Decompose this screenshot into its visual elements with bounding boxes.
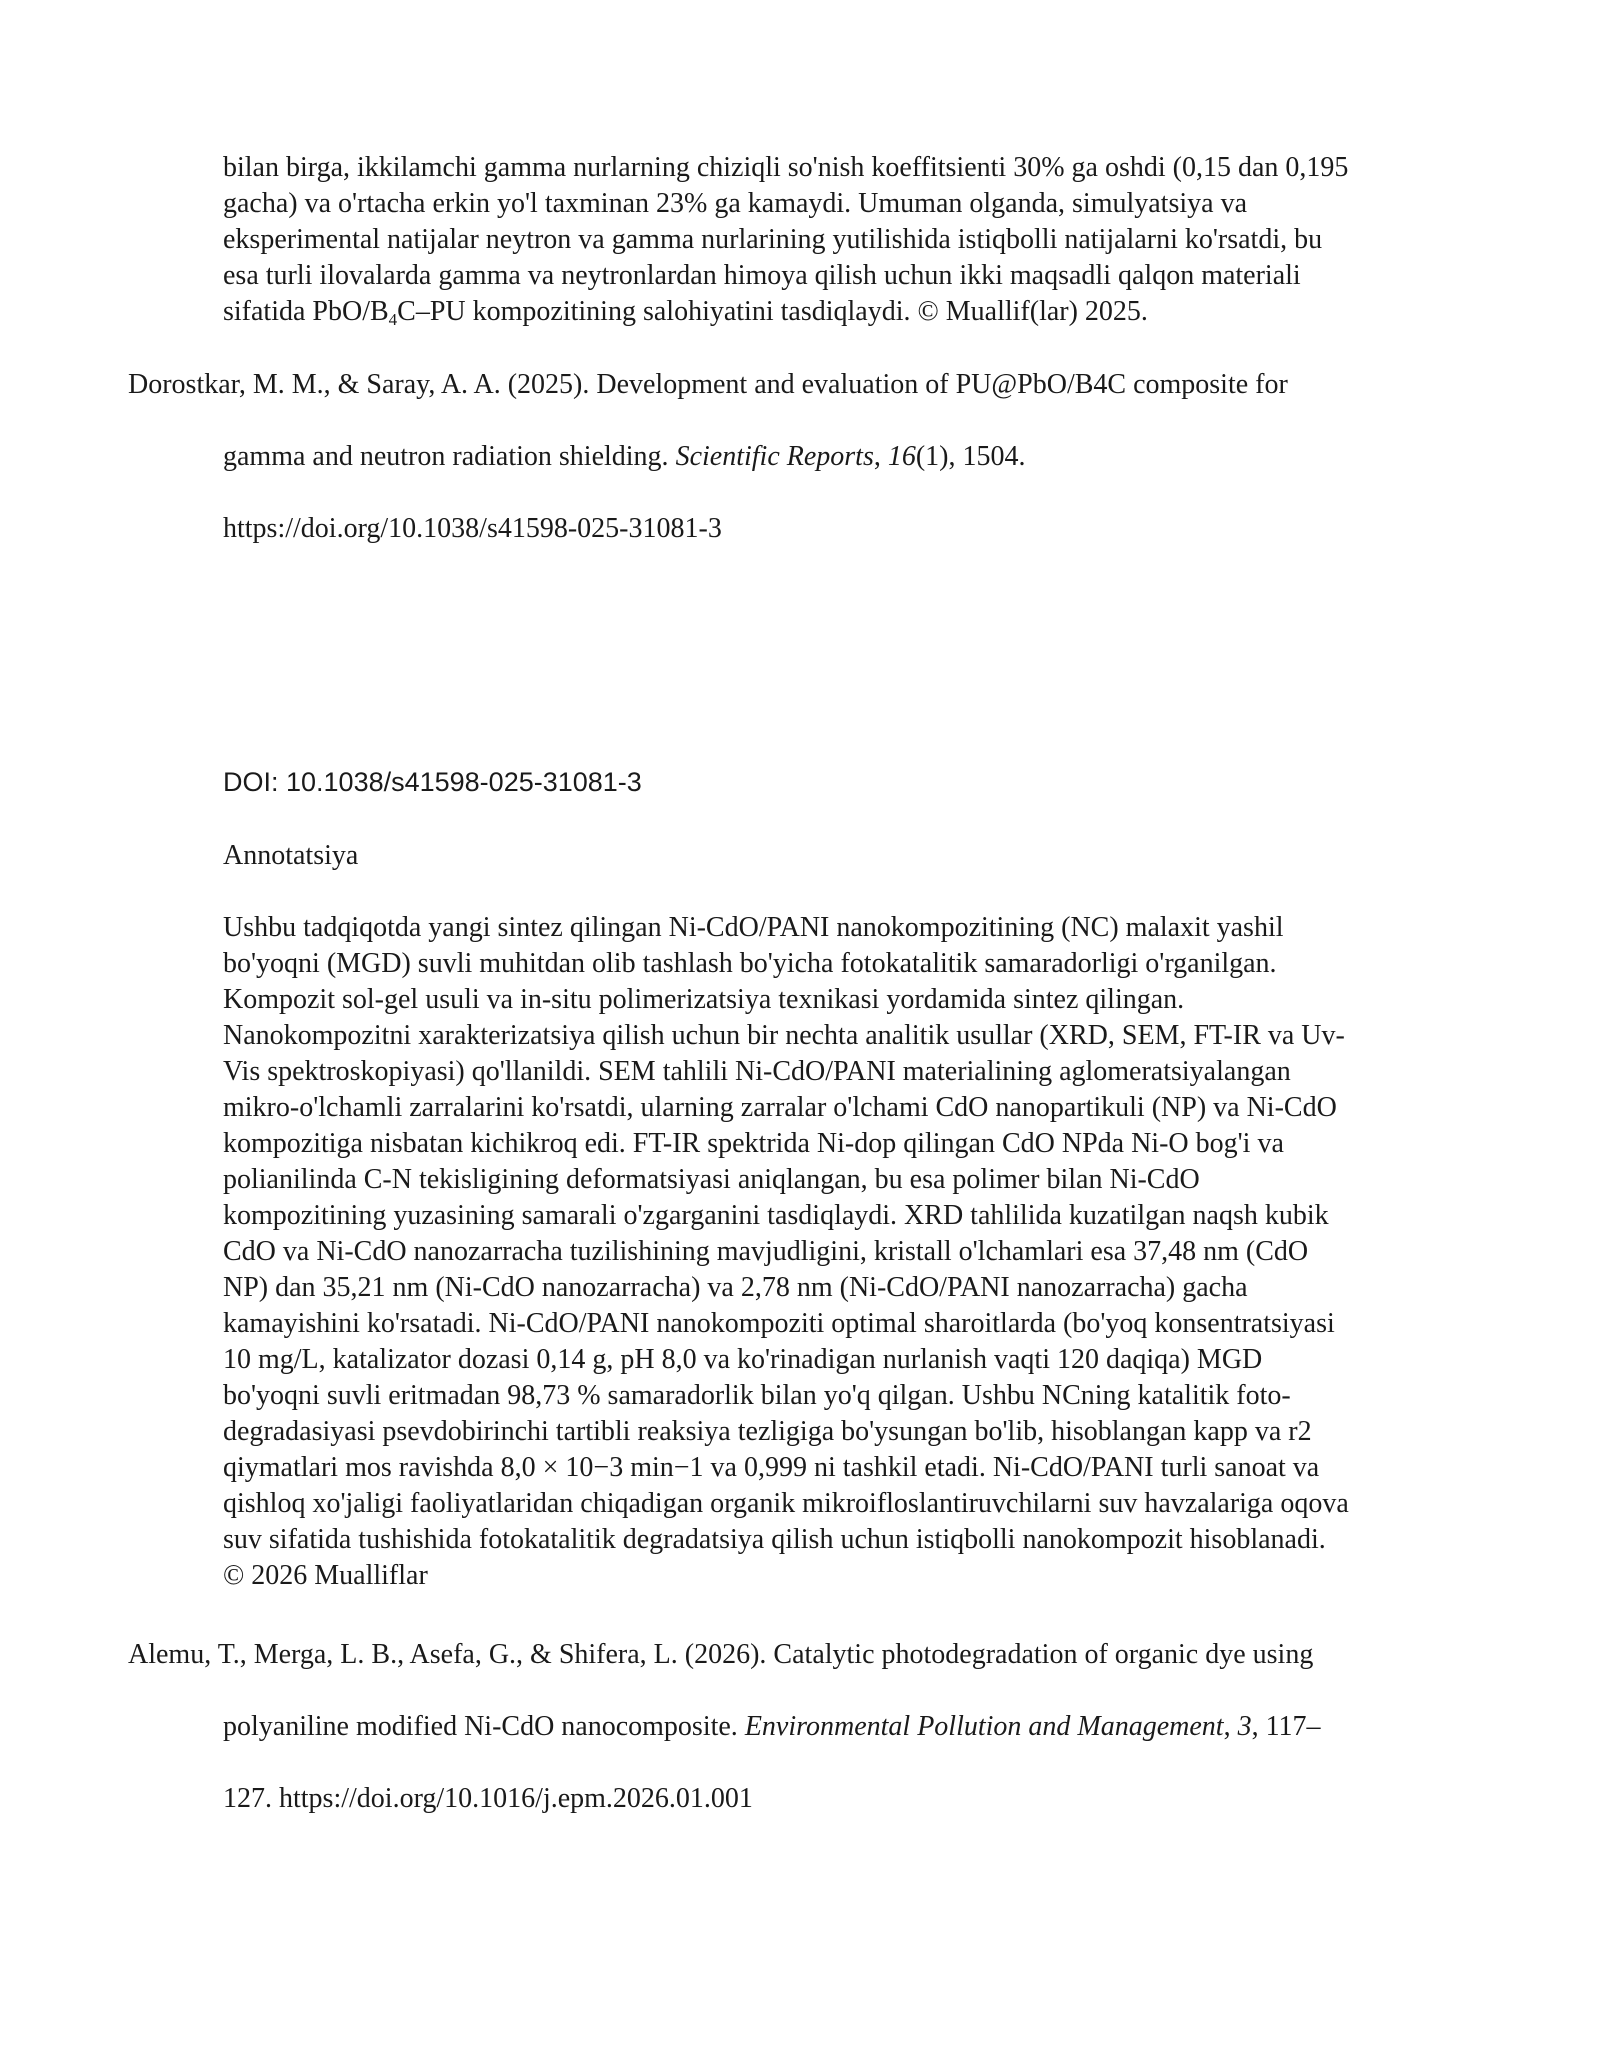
annotation-heading: Annotatsiya: [223, 840, 359, 871]
abstract-body: [223, 910, 1483, 1594]
abstract-line: qishloq xo'jaligi faoliyatlaridan chiqadigan organik mikroifloslantiruvchilarni suv havzalariga oqova: [223, 1488, 1349, 1519]
abstract-line: bo'yoqni (MGD) suvli muhitdan olib tashlash bo'yicha fotokatalitik samaradorligi o'rganilgan.: [223, 948, 1277, 979]
abstract-line: CdO va Ni-CdO nanozarracha tuzilishining mavjudligini, kristall o'lchamlari esa 37,48 nm (CdO: [223, 1236, 1309, 1267]
abstract-line: eksperimental natijalar neytron va gamma nurlarining yutilishida istiqbolli natijalarni ko'rsatdi, bu: [223, 224, 1323, 255]
abstract-line: 10 mg/L, katalizator dozasi 0,14 g, pH 8,0 va ko'rinadigan nurlanish vaqti 120 daqiqa) MGD: [223, 1344, 1263, 1375]
abstract-line: NP) dan 35,21 nm (Ni-CdO nanozarracha) va 2,78 nm (Ni-CdO/PANI nanozarracha) gacha: [223, 1272, 1248, 1303]
copyright-line: © 2026 Mualliflar: [223, 1560, 428, 1591]
doi-label: DOI: 10.1038/s41598-025-31081-3: [223, 767, 642, 797]
abstract-line: kompozitiga nisbatan kichikroq edi. FT-IR spektrida Ni-dop qilingan CdO NPda Ni-O bog'i va: [223, 1128, 1284, 1159]
abstract-line: kompozitining yuzasining samarali o'zgarganini tasdiqlaydi. XRD tahlilida kuzatilgan naqsh kubik: [223, 1200, 1329, 1231]
abstract-line: bilan birga, ikkilamchi gamma nurlarning chiziqli so'nish koeffitsienti 30% ga oshdi (0,15 dan 0,195: [223, 152, 1349, 183]
abstract-line: Vis spektroskopiyasi) qo'llanildi. SEM tahlili Ni-CdO/PANI materialining aglomeratsiyalangan: [223, 1056, 1291, 1087]
abstract-line: Kompozit sol-gel usuli va in-situ polimerizatsiya texnikasi yordamida sintez qilingan.: [223, 984, 1185, 1015]
reference-doi-link[interactable]: https://doi.org/10.1038/s41598-025-31081-3: [223, 513, 722, 544]
abstract-line: suv sifatida tushishida fotokatalitik degradatsiya qilish uchun istiqbolli nanokompozit hisoblanadi.: [223, 1524, 1326, 1555]
journal-name: Scientific Reports: [675, 441, 874, 472]
reference-title-line: polyaniline modified Ni-CdO nanocomposite. Environmental Pollution and Management, 3, 117–: [223, 1711, 1321, 1742]
reference-doi-link[interactable]: 127. https://doi.org/10.1016/j.epm.2026.01.001: [223, 1783, 753, 1814]
abstract-line-last: sifatida PbO/$B_4C-PU$ kompozitining salohiyatini tasdiqlaydi. © Muallif(lar) 2025.: [223, 296, 1148, 329]
reference-authors: Dorostkar, M. M., & Saray, A. A. (2025). Development and evaluation of PU@PbO/B4C composite for: [128, 369, 1288, 400]
abstract-line: kamayishini ko'rsatadi. Ni-CdO/PANI nanokompoziti optimal sharoitlarda (bo'yoq konsentratsiyasi: [223, 1308, 1335, 1339]
abstract-line: polianilinda C-N tekisligining deformatsiyasi aniqlangan, bu esa polimer bilan Ni-CdO: [223, 1164, 1200, 1195]
abstract-line: bo'yoqni suvli eritmadan 98,73 % samaradorlik bilan yo'q qilgan. Ushbu NCning katalitik foto-: [223, 1380, 1291, 1411]
journal-name: Environmental Pollution and Management: [744, 1711, 1224, 1742]
abstract-line: Nanokompozitni xarakterizatsiya qilish uchun bir nechta analitik usullar (XRD, SEM, FT-IR va Uv-: [223, 1020, 1345, 1051]
abstract-line: esa turli ilovalarda gamma va neytronlardan himoya qilish uchun ikki maqsadli qalqon materiali: [223, 260, 1301, 291]
subscript-4: 4: [388, 310, 398, 329]
reference-title-line: gamma and neutron radiation shielding. Scientific Reports, 16(1), 1504.: [223, 441, 1026, 472]
abstract-line: gacha) va o'rtacha erkin yo'l taxminan 23% ga kamaydi. Umuman olganda, simulyatsiya va: [223, 188, 1247, 219]
reference-authors: Alemu, T., Merga, L. B., Asefa, G., & Shifera, L. (2026). Catalytic photodegradation of organic dye using: [128, 1639, 1314, 1670]
abstract-line: Ushbu tadqiqotda yangi sintez qilingan Ni-CdO/PANI nanokompozitining (NC) malaxit yashil: [223, 912, 1284, 943]
abstract-line: degradasiyasi psevdobirinchi tartibli reaksiya tezligiga bo'ysungan bo'lib, hisoblangan kapp va r2: [223, 1416, 1312, 1447]
abstract-line: qiymatlari mos ravishda 8,0 × 10−3 min−1 va 0,999 ni tashkil etadi. Ni-CdO/PANI turli sanoat va: [223, 1452, 1320, 1483]
journal-volume: 3: [1237, 1711, 1252, 1742]
journal-volume: 16: [887, 441, 916, 472]
abstract-line: mikro-o'lchamli zarralarini ko'rsatdi, ularning zarralar o'lchami CdO nanopartikuli (NP) va Ni-CdO: [223, 1092, 1337, 1123]
abstract-continuation: [223, 150, 1483, 330]
